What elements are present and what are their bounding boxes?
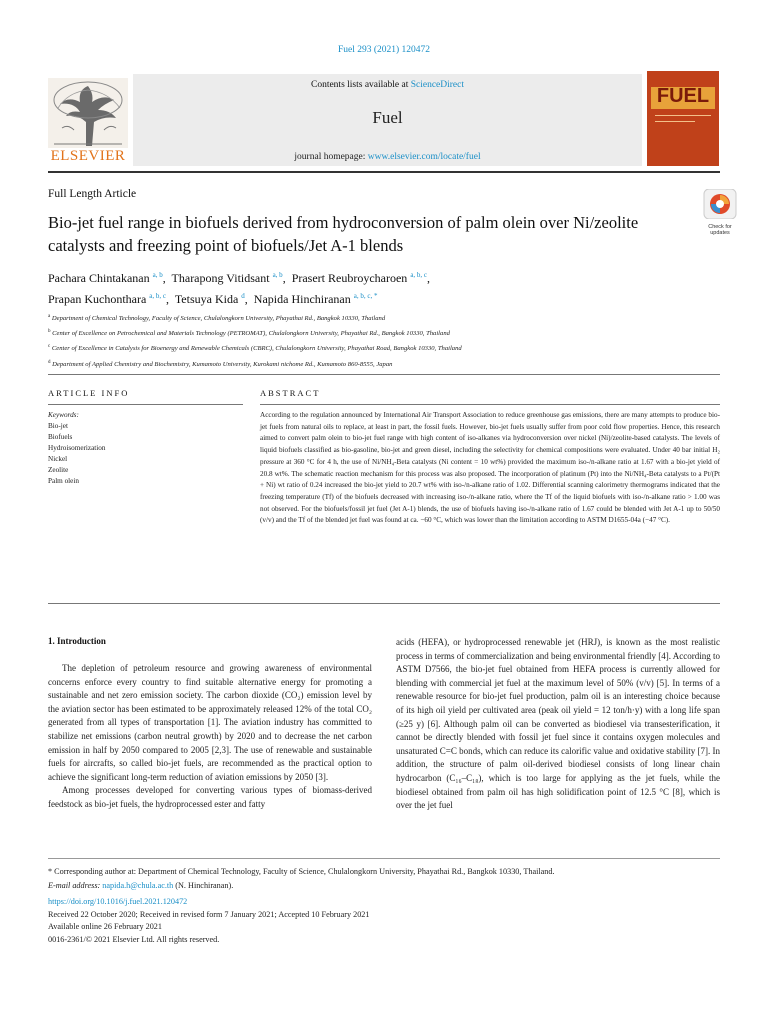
affiliation-c: $^c$ Center of Excellence in Catalysis for Bioenergy and Renewable Chemicals (CBRC), Chulalongkorn University, Phayathai Road, Bangkok 10330, Thailand [48, 344, 462, 353]
affiliation-a: $^a$ Department of Chemical Technology, Faculty of Science, Chulalongkorn University, Phayathai Rd., Bangkok 10330, Thailand [48, 314, 386, 323]
paragraph: Among processes developed for converting various types of biomass-derived feedstock as bio-jet fuels, the hydroprocessed ester and fatty [48, 785, 372, 809]
keywords-label: Keywords: [48, 411, 79, 419]
keyword-item: Nickel [48, 455, 68, 463]
header-rule [48, 171, 720, 173]
keyword-item: Hydroisomerization [48, 444, 106, 452]
body-column-left [48, 662, 372, 812]
keyword-item: Zeolite [48, 466, 69, 474]
article-type: Full Length Article [48, 188, 137, 200]
article-info-rule [48, 404, 243, 405]
abstract-rule [260, 404, 720, 405]
journal-name: Fuel [372, 108, 403, 127]
journal-cover-image[interactable] [647, 71, 719, 166]
author-list: Pachara Chintakanan $^{a, b}$, Tharapong Vitidsant $^{a, b}$, Prasert Reubroycharoen $^{a, b, c}$, Prapan Kuchonthara $^{a, b, c}$, Tetsuya Kida $^d$, Napida Hinchiranan $^{a, b, c, *}$ [48, 271, 431, 306]
affiliation-b: $^b$ Center of Excellence on Petrochemical and Materials Technology (PETROMAT), Chulalongkorn University, Phayathai Rd., Bangkok 10330, Thailand [48, 329, 450, 338]
contents-prefix: Contents lists available at [310, 80, 411, 90]
article-info-heading: ARTICLE INFO [48, 388, 130, 398]
keyword-item: Biofuels [48, 433, 73, 441]
email-suffix: (N. Hinchiranan). [173, 881, 234, 890]
cover-title: FUEL [656, 85, 710, 107]
journal-homepage [133, 152, 642, 162]
abstract-text: According to the regulation announced by International Air Transport Association to reduce greenhouse gas emissions, there are many attempts to produce bio-jet fuels from natural oils to replace, at least in part, the fossil fuels. However, bio-jet fuels usually suffer from poor cold flow properties. Hence, this research aimed to convert palm olein to bio-jet fuel range with high content of iso-alkanes via hydroconversion over nickel (Ni)/zeolite-based catalysts. The levels of liquid biofuels classified as bio-gasoline, bio-jet and green diesel, including the selectivity for chemical compositions were evaluated. Under 40 bar initial H₂ pressure at 360 °C for 4 h, the use of Ni/NH₄-Beta catalysts (Ni content = 10 wt%) provided the maximum iso-/n-alkane ratio at 1.67 with a bio-jet yield of 20.8 wt%. The schematic reaction mechanism for this process was also proposed. The incorporation of platinum (Pt) into the Ni/NH₄-Beta catalysts to a Pt/(Pt + Ni) wt ratio of 0.24 increased the bio-jet yield to 20.7 wt% with iso-/n-alkane ratio of 1.02. Differential scanning calorimetry thermograms indicated that the freezing temperature (Tf) of the biofuels decreased with increasing iso-/n-alkane ratio, where the Tf of the liquid biofuels with iso-/n-alkane ratio > 1.00 was not observed. For the biofuels/fossil jet fuel (Jet A-1) blends, the use of biofuels having iso-/n-alkane ratio of 1.67 could be blended with Jet A-1 up to 50/50 (v/v) and the Tf of the blended jet fuel was found at ca. −60 °C, which was lower than the limitation according to ASTM D1655-04a (−47 °C). [260, 411, 720, 525]
keywords-block [48, 410, 243, 487]
abstract-heading: ABSTRACT [260, 388, 321, 398]
paragraph: The depletion of petroleum resource and growing awareness of environmental concerns enforce every country to find suitable alternative energy for promoting a sustainable and net zero emission society. The carbon dioxide (CO₂) emission level by the aviation sector has been estimated to be approximately released 12% of the total CO₂ generated from all types of transportation [1]. The aviation industry has committed to stabilize net emissions (carbon neutral growth) by 2020 and to decrease the net carbon emission in half by 2050 compared to 2005 [2,3]. The use of renewable and sustainable fuels for aircrafts, so called bio-jet fuels, are recommended as the practical option to achieve the significant long-term reduction of aviation emissions by 2050 [3]. [48, 663, 372, 782]
section-rule [48, 374, 720, 375]
paragraph: acids (HEFA), or hydroprocessed renewable jet (HRJ), is known as the most realistic process in terms of commercialization and being environmental friendly [4]. According to ASTM D7566, the bio-jet fuel obtained from HEFA process is currently allowed for blending with commercial jet fuel at the maximum level of 50% (v/v) [5]. In terms of a renewable resource for bio-jet fuel production, palm oil is an interesting choice because of its high oil yield per cultivated area (peak oil yield = 12 ton/h·y) with a long life span (≥25 y) [6]. Although palm oil can be converted as biodiesel via transesterification, it cannot be directly blended with fossil jet fuel since it contains oxygen molecules and unsaturated C=C bonds, which can reduce its calorific value and oxidative stability [7]. In addition, the structure of palm oil-derived biodiesel consists of long linear chain hydrocarbon (C₁₆–C₁₈), which is too large for applying as the jet fuels, while the biodiesel obtained from palm oil has high solidification point of 12.5 °C [8], which is over the jet fuel [396, 637, 720, 811]
keyword-item: Bio-jet [48, 422, 68, 430]
author-4[interactable]: Prapan Kuchonthara $^{a, b, c}$ [48, 292, 167, 306]
received-dates: Received 22 October 2020; Received in revised form 7 January 2021; Accepted 10 February 2021 [48, 909, 370, 919]
body-column-right [396, 636, 720, 813]
elsevier-logo [48, 78, 128, 166]
corresponding-author: * Corresponding author at: Department of Chemical Technology, Faculty of Science, Chulalongkorn University, Phayathai Rd., Bangkok 10330, Thailand. [48, 867, 555, 876]
online-date: Available online 26 February 2021 [48, 922, 162, 931]
section-heading-introduction: 1. Introduction [48, 636, 106, 646]
corresponding-author-note [48, 865, 720, 893]
keyword-item: Palm olein [48, 477, 79, 485]
publisher-wordmark: ELSEVIER [50, 148, 126, 164]
sciencedirect-link[interactable]: ScienceDirect [410, 80, 464, 90]
email-line [48, 879, 720, 893]
homepage-prefix: journal homepage: [294, 152, 368, 162]
author-6[interactable]: Napida Hinchiranan $^{a, b, c, *}$ [253, 292, 378, 306]
abstract-bottom-rule [48, 603, 720, 604]
homepage-link[interactable]: www.elsevier.com/locate/fuel [367, 152, 481, 162]
author-5[interactable]: Tetsuya Kida $^d$ [174, 292, 245, 306]
article-title: Bio-jet fuel range in biofuels derived from hydroconversion of palm olein over Ni/zeolite catalysts and freezing point of biofuels/Jet A-1 blends [48, 213, 639, 255]
email-label: E-mail address: [48, 881, 103, 890]
crossmark-label: Check for updates [708, 224, 732, 236]
affiliations [48, 310, 708, 371]
footnote-rule [48, 858, 720, 859]
author-3[interactable]: Prasert Reubroycharoen $^{a, b, c}$ [291, 271, 428, 285]
journal-citation[interactable]: Fuel 293 (2021) 120472 [337, 45, 431, 55]
author-2[interactable]: Tharapong Vitidsant $^{a, b}$ [171, 271, 283, 285]
author-1[interactable]: Pachara Chintakanan $^{a, b}$ [48, 271, 163, 285]
email-link[interactable]: napida.h@chula.ac.th [102, 881, 174, 890]
contents-line [133, 80, 642, 90]
publication-info [48, 896, 548, 946]
doi-link[interactable]: https://doi.org/10.1016/j.fuel.2021.120472 [48, 897, 188, 906]
copyright: 0016-2361/© 2021 Elsevier Ltd. All rights reserved. [48, 934, 220, 944]
crossmark-badge[interactable] [700, 189, 740, 236]
crossmark-icon [700, 189, 740, 219]
affiliation-d: $^d$ Department of Applied Chemistry and Biochemistry, Kumamoto University, Kurokami nichome Rd., Kumamoto 860-8555, Japan [48, 359, 393, 368]
